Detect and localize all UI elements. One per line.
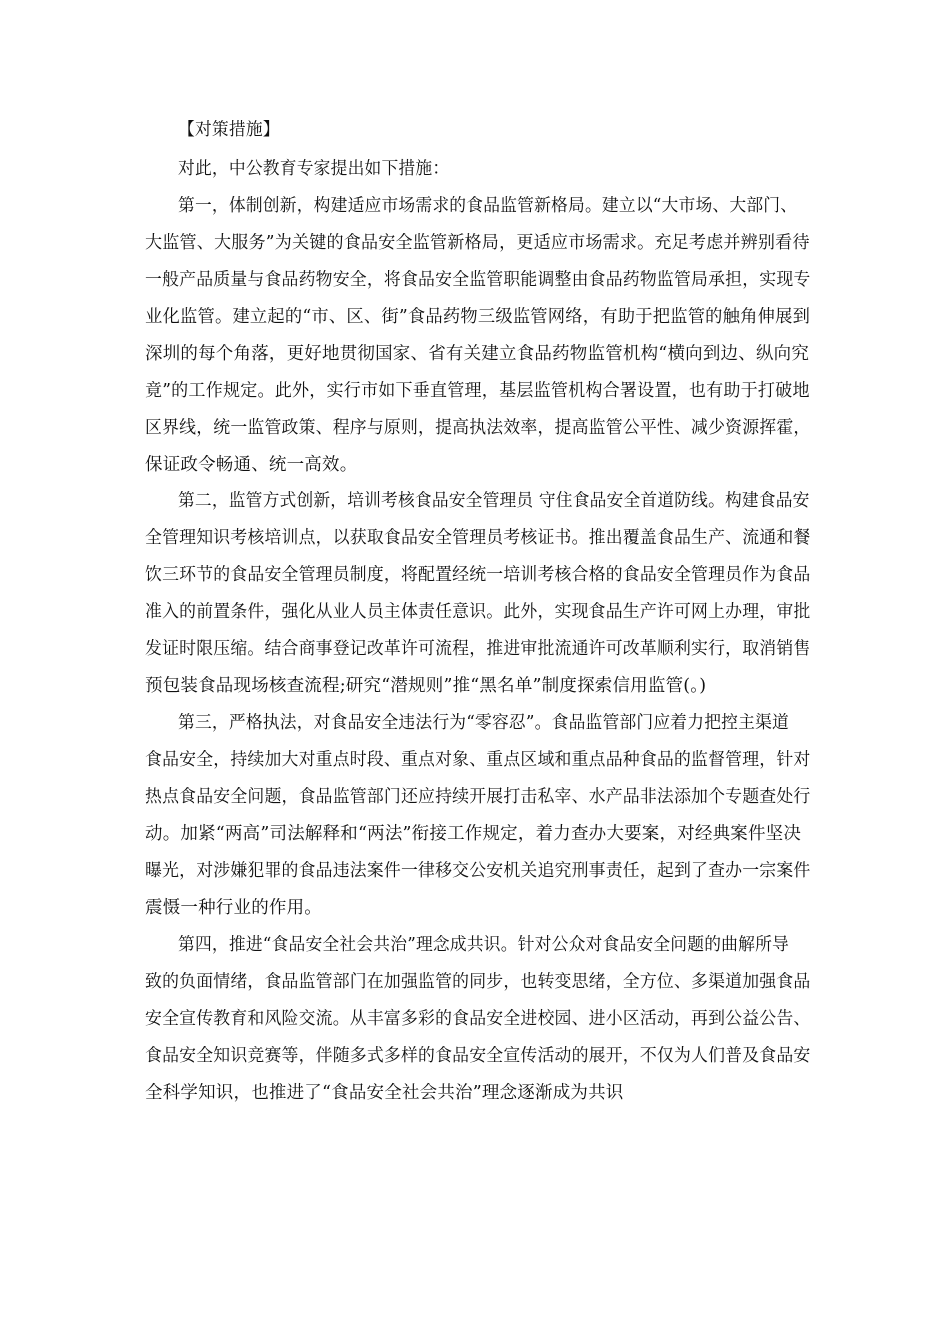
para1-line: 大监管、大服务”为关键的食品安全监管新格局，更适应市场需求。充足考虑并辨别看待 [145,233,810,253]
para4-line: 食品安全知识竞赛等，伴随多式多样的食品安全宣传活动的展开，不仅为人们普及食品安 [145,1046,811,1066]
para3-line: 食品安全，持续加大对重点时段、重点对象、重点区域和重点品种食品的监督管理，针对 [145,750,811,770]
para4-line: 致的负面情绪，食品监管部门在加强监管的同步，也转变思绪，全方位、多渠道加强食品 [145,972,811,992]
para1-line: 第一，体制创新，构建适应市场需求的食品监管新格局。建立以“大市场、大部门、 [178,196,798,216]
para1-line: 业化监管。建立起的“市、区、街”食品药物三级监管网络，有助于把监管的触角伸展到 [145,307,811,327]
para3-line: 热点食品安全问题，食品监管部门还应持续开展打击私宰、水产品非法添加个专题查处行 [145,787,811,807]
para1-line: 区界线，统一监管政策、程序与原则，提高执法效率，提高监管公平性、减少资源挥霍， [145,418,811,438]
para3-line: 曝光，对涉嫌犯罪的食品违法案件一律移交公安机关追究刑事责任，起到了查办一宗案件 [145,861,811,881]
para1-line: 竟”的工作规定。此外，实行市如下垂直管理，基层监管机构合署设置，也有助于打破地 [145,381,810,401]
para3-line: 震慑一种行业的作用。 [145,898,322,918]
para4-line: 第四，推进“食品安全社会共治”理念成共识。针对公众对食品安全问题的曲解所导 [178,935,790,955]
para1-line: 深圳的每个角落，更好地贯彻国家、省有关建立食品药物监管机构“横向到边、纵向究 [145,344,810,364]
para3-line: 第三，严格执法，对食品安全违法行为“零容忍”。食品监管部门应着力把控主渠道 [178,713,790,733]
para1-line: 保证政令畅通、统一高效。 [145,455,358,475]
para2-line: 全管理知识考核培训点，以获取食品安全管理员考核证书。推出覆盖食品生产、流通和餐 [145,528,811,548]
para1-line: 一般产品质量与食品药物安全，将食品安全监管职能调整由食品药物监管局承担，实现专 [145,270,811,290]
para2-line: 预包装食品现场核查流程;研究“潜规则”推“黑名单”制度探索信用监管(。) [145,676,707,696]
section-heading: 【对策措施】 [178,120,280,140]
para4-line: 全科学知识，也推进了“食品安全社会共治”理念逐渐成为共识 [145,1083,624,1103]
para3-line: 动。加紧“两高”司法解释和“两法”衔接工作规定，着力查办大要案，对经典案件坚决 [145,824,802,844]
para2-line: 饮三环节的食品安全管理员制度，将配置经统一培训考核合格的食品安全管理员作为食品 [145,565,811,585]
para4-line: 安全宣传教育和风险交流。从丰富多彩的食品安全进校园、进小区活动，再到公益公告、 [145,1009,811,1029]
intro-line: 对此，中公教育专家提出如下措施： [178,159,450,179]
para2-line: 第二，监管方式创新，培训考核食品安全管理员 守住食品安全首道防线。构建食品安 [178,491,810,511]
para2-line: 发证时限压缩。结合商事登记改革许可流程，推进审批流通许可改革顺利实行，取消销售 [145,639,811,659]
para2-line: 准入的前置条件，强化从业人员主体责任意识。此外，实现食品生产许可网上办理，审批 [145,602,811,622]
